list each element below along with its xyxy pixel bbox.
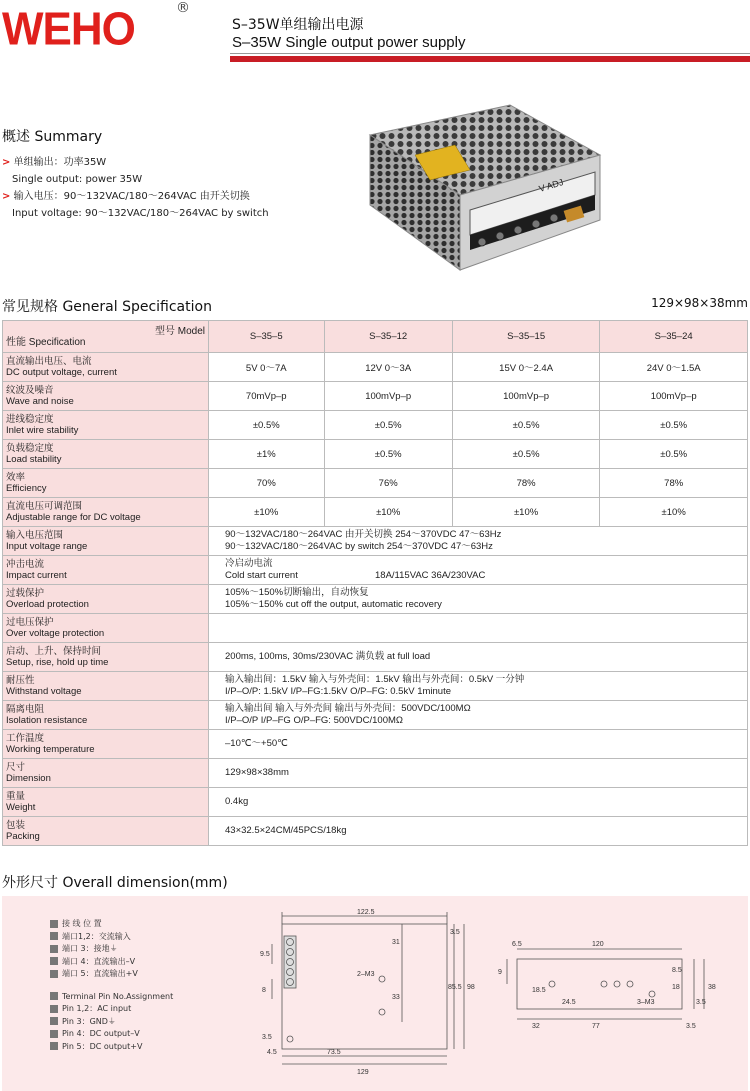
summary-item-2-en: Input voltage: 90～132VAC/180～264VAC by switch [12, 208, 269, 219]
table-cell: ±1% [209, 440, 325, 469]
table-row [3, 498, 748, 527]
table-header-row [3, 321, 748, 353]
table-cell: ±0.5% [324, 440, 452, 469]
table-row [3, 585, 748, 614]
model-column-header: S–35–15 [452, 321, 600, 353]
cell-line: 129×98×38mm [225, 767, 289, 778]
row-label [3, 411, 209, 440]
table-cell-wide [209, 556, 748, 585]
row-label-cn: 启动、上升、保持时间 [6, 646, 102, 657]
dim-label: 8.5 [672, 967, 682, 974]
table-cell: ±0.5% [600, 411, 748, 440]
cell-line: 90～132VAC/180～264VAC by switch 254～370VDC 47～63Hz [225, 541, 493, 552]
row-label [3, 556, 209, 585]
row-label [3, 527, 209, 556]
row-label-cn: 纹波及噪音 [6, 385, 54, 396]
row-label-cn: 过电压保护 [6, 617, 54, 628]
dim-label: 31 [392, 939, 400, 946]
row-label-en: Adjustable range for DC voltage [6, 512, 141, 523]
spec-title: 常见规格 General Specification [2, 299, 212, 315]
row-label-en: Weight [6, 802, 36, 813]
row-label [3, 585, 209, 614]
row-label-cn: 效率 [6, 472, 26, 483]
table-row [3, 411, 748, 440]
row-label-en: Packing [6, 831, 40, 842]
dimension-drawing [232, 904, 732, 1084]
side-view-outline [517, 959, 682, 1009]
cell-line: 105%～150% cut off the output, automatic recovery [225, 599, 442, 610]
cell-line: 200ms, 100ms, 30ms/230VAC 满负载 at full load [225, 651, 431, 662]
pin-legend-en-item: Pin 5：DC output+V [50, 1041, 173, 1054]
table-row [3, 672, 748, 701]
table-cell: 70mVp–p [209, 382, 325, 411]
dim-label: 122.5 [357, 909, 375, 916]
dim-label: 24.5 [562, 999, 576, 1006]
legend-square-icon [50, 1042, 58, 1050]
table-row [3, 701, 748, 730]
spec-table [2, 320, 748, 846]
table-cell: ±0.5% [452, 440, 600, 469]
summary-list [2, 154, 269, 222]
table-row [3, 817, 748, 846]
row-label-en: Working temperature [6, 744, 95, 755]
dim-label: 9 [498, 969, 502, 976]
pin-legend-cn-item: 端口1,2：交流输入 [50, 931, 173, 944]
row-label-en: Setup, rise, hold up time [6, 657, 109, 668]
table-cell: ±10% [324, 498, 452, 527]
table-row [3, 556, 748, 585]
table-cell-wide [209, 788, 748, 817]
dim-label: 3.5 [686, 1023, 696, 1030]
row-label-cn: 尺寸 [6, 762, 26, 773]
row-label [3, 643, 209, 672]
row-label-en: Impact current [6, 570, 67, 581]
summary-item-1-en: Single output: power 35W [12, 174, 143, 185]
header-model-label: 型号 Model [154, 325, 205, 337]
row-label-cn: 冲击电流 [6, 559, 45, 570]
row-label [3, 788, 209, 817]
dim-label: 73.5 [327, 1049, 341, 1056]
dim-label: 18 [672, 984, 680, 991]
legend-square-icon [50, 945, 58, 953]
table-cell: 100mVp–p [324, 382, 452, 411]
cell-line: I/P–O/P I/P–FG O/P–FG: 500VDC/100MΩ [225, 715, 403, 726]
table-cell-wide [209, 672, 748, 701]
table-row [3, 643, 748, 672]
dim-label: 98 [467, 984, 475, 991]
spec-dimension: 129×98×38mm [651, 296, 748, 310]
table-cell: 100mVp–p [452, 382, 600, 411]
table-cell: 76% [324, 469, 452, 498]
registered-mark: ® [176, 0, 190, 16]
row-label-cn: 工作温度 [6, 733, 45, 744]
legend-square-icon [50, 1030, 58, 1038]
row-label [3, 730, 209, 759]
dim-label: 6.5 [512, 941, 522, 948]
dim-label: 85.5 [448, 984, 462, 991]
table-row [3, 440, 748, 469]
dim-label: 32 [532, 1023, 540, 1030]
row-label-cn: 直流电压可调范围 [6, 501, 83, 512]
row-label [3, 498, 209, 527]
row-label-cn: 过载保护 [6, 588, 45, 599]
dim-label: 18.5 [532, 987, 546, 994]
row-label-en: Isolation resistance [6, 715, 88, 726]
table-cell: ±0.5% [600, 440, 748, 469]
row-label-cn: 输入电压范围 [6, 530, 64, 541]
row-label [3, 353, 209, 382]
page-title-en: S–35W Single output power supply [232, 34, 466, 51]
table-row [3, 469, 748, 498]
row-label [3, 701, 209, 730]
dim-label: 33 [392, 994, 400, 1001]
row-label-en: Over voltage protection [6, 628, 105, 639]
dim-label: 77 [592, 1023, 600, 1030]
pin-legend [50, 918, 173, 1053]
row-label-cn: 耐压性 [6, 675, 35, 686]
row-label [3, 817, 209, 846]
dimension-panel [2, 896, 748, 1091]
dimension-title: 外形尺寸 Overall dimension(mm) [2, 875, 228, 891]
table-cell: ±10% [600, 498, 748, 527]
summary-item-1-cn: > 单组输出：功率35W [2, 157, 107, 168]
dim-label: 129 [357, 1069, 369, 1076]
dim-label: 8 [262, 987, 266, 994]
table-cell: 15V 0～2.4A [452, 353, 600, 382]
table-row [3, 614, 748, 643]
row-label-en: Inlet wire stability [6, 425, 79, 436]
table-cell-wide [209, 759, 748, 788]
row-label-en: DC output voltage, current [6, 367, 117, 378]
table-cell-wide [209, 701, 748, 730]
row-label-cn: 重量 [6, 791, 26, 802]
summary-item-2-cn: > 输入电压：90～132VAC/180～264VAC 由开关切换 [2, 191, 250, 202]
pin-legend-en-item: Pin 4：DC output–V [50, 1028, 173, 1041]
legend-square-icon [50, 957, 58, 965]
row-label-cn: 负载稳定度 [6, 443, 54, 454]
dim-label: 2–M3 [357, 971, 375, 978]
row-label [3, 759, 209, 788]
table-cell: ±0.5% [209, 411, 325, 440]
table-cell-wide [209, 585, 748, 614]
model-column-header: S–35–12 [324, 321, 452, 353]
legend-square-icon [50, 992, 58, 1000]
table-cell: 24V 0～1.5A [600, 353, 748, 382]
dim-label: 3–M3 [637, 999, 655, 1006]
row-label [3, 672, 209, 701]
table-cell: 70% [209, 469, 325, 498]
row-label-cn: 直流输出电压、电流 [6, 356, 92, 367]
table-cell: 78% [452, 469, 600, 498]
cell-line: 输入输出间：1.5kV 输入与外壳间：1.5kV 输出与外壳间：0.5kV 一分钟 [225, 674, 525, 685]
product-image [360, 100, 610, 285]
dim-label: 9.5 [260, 951, 270, 958]
pin-legend-en-item: Pin 3：GND⏚ [50, 1016, 173, 1029]
header-red-rule [230, 56, 750, 62]
top-view-outline [282, 924, 447, 1049]
table-cell: ±10% [209, 498, 325, 527]
legend-square-icon [50, 920, 58, 928]
table-row [3, 353, 748, 382]
dim-label: 3.5 [696, 999, 706, 1006]
cell-extra: 18A/115VAC 36A/230VAC [375, 570, 486, 581]
dim-label: 3.5 [262, 1034, 272, 1041]
pin-legend-en-item: Pin 1,2：AC input [50, 1003, 173, 1016]
table-row [3, 527, 748, 556]
pin-legend-cn-item: 端口 4：直流输出–V [50, 956, 173, 969]
table-cell: ±0.5% [324, 411, 452, 440]
dim-label: 38 [708, 984, 716, 991]
model-column-header: S–35–5 [209, 321, 325, 353]
cell-line: 冷启动电流 Cold start current [225, 558, 298, 581]
dim-label: 4.5 [267, 1049, 277, 1056]
cell-line: 90～132VAC/180～264VAC 由开关切换 254～370VDC 47～63Hz [225, 529, 502, 540]
row-label-en: Load stability [6, 454, 62, 465]
cell-line: –10℃～+50℃ [225, 738, 288, 749]
pin-legend-en-heading: Terminal Pin No.Assignment [50, 991, 173, 1004]
legend-square-icon [50, 932, 58, 940]
row-label-cn: 隔离电阻 [6, 704, 45, 715]
table-row [3, 759, 748, 788]
table-cell-wide [209, 730, 748, 759]
header-thin-rule [230, 53, 750, 54]
cell-line: 0.4kg [225, 796, 249, 807]
table-cell-wide [209, 527, 748, 556]
legend-square-icon [50, 1017, 58, 1025]
pin-legend-cn-item: 端口 3：接地⏚ [50, 943, 173, 956]
table-cell: ±10% [452, 498, 600, 527]
row-label-cn: 进线稳定度 [6, 414, 54, 425]
table-row [3, 382, 748, 411]
table-cell: ±0.5% [452, 411, 600, 440]
row-label-cn: 包装 [6, 820, 26, 831]
pin-legend-cn-item: 端口 5：直流输出+V [50, 968, 173, 981]
pin-legend-cn-heading: 接 线 位 置 [50, 918, 173, 931]
dim-label: 120 [592, 941, 604, 948]
cell-line: 输入输出间 输入与外壳间 输出与外壳间：500VDC/100MΩ [225, 703, 471, 714]
row-label-en: Dimension [6, 773, 51, 784]
row-label [3, 614, 209, 643]
table-corner-cell [3, 321, 209, 353]
cell-line: I/P–O/P: 1.5kV I/P–FG:1.5kV O/P–FG: 0.5kV 1minute [225, 686, 451, 697]
legend-square-icon [50, 1005, 58, 1013]
dim-label: 3.5 [450, 929, 460, 936]
table-cell: 12V 0～3A [324, 353, 452, 382]
brand-logo: WEHO [2, 3, 135, 56]
row-label-en: Withstand voltage [6, 686, 82, 697]
row-label [3, 382, 209, 411]
row-label-en: Overload protection [6, 599, 89, 610]
page-title-cn: S–35W单组输出电源 [232, 17, 364, 33]
row-label-en: Input voltage range [6, 541, 88, 552]
table-row [3, 730, 748, 759]
legend-square-icon [50, 970, 58, 978]
table-cell: 100mVp–p [600, 382, 748, 411]
table-cell: 78% [600, 469, 748, 498]
table-cell: 5V 0～7A [209, 353, 325, 382]
table-cell-wide [209, 643, 748, 672]
header-spec-label: 性能 Specification [6, 336, 86, 348]
cell-line: 43×32.5×24CM/45PCS/18kg [225, 825, 347, 836]
row-label [3, 469, 209, 498]
summary-title: 概述 Summary [2, 129, 103, 145]
row-label-en: Efficiency [6, 483, 47, 494]
row-label-en: Wave and noise [6, 396, 74, 407]
table-row [3, 788, 748, 817]
table-cell-wide [209, 817, 748, 846]
model-column-header: S–35–24 [600, 321, 748, 353]
terminal-label: V ADJ [537, 177, 565, 194]
table-cell-wide [209, 614, 748, 643]
bullet-arrow-icon: > [2, 191, 11, 202]
row-label [3, 440, 209, 469]
bullet-arrow-icon: > [2, 157, 11, 168]
cell-line: 105%～150%切断输出，自动恢复 [225, 587, 369, 598]
